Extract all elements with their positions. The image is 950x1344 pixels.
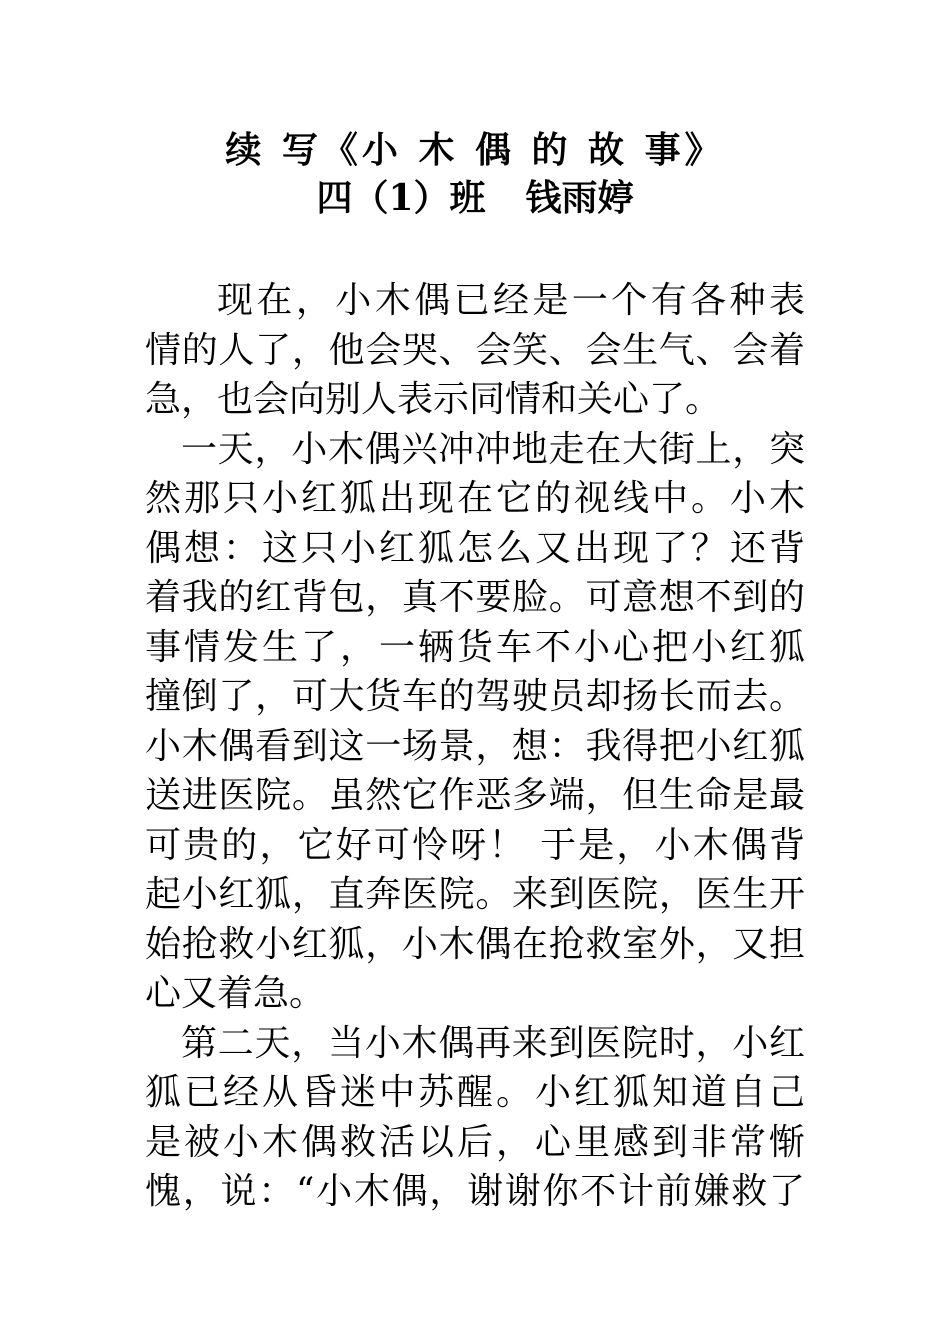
text-line: 然那只小红狐出现在它的视线中。小木 — [145, 478, 805, 519]
text-line: 愧，说：“小木偶，谢谢你不计前嫌救了 — [145, 1171, 805, 1212]
text-line: 偶想：这只小红狐怎么又出现了？还背 — [145, 527, 805, 569]
text-line: 是被小木偶救活以后，心里感到非常惭 — [145, 1121, 805, 1163]
text-line: 始抢救小红狐，小木偶在抢救室外，又担 — [145, 923, 805, 965]
text-line: 可贵的，它好可怜呀！ 于是，小木偶背 — [145, 824, 805, 866]
text-line: 小木偶看到这一场景，想：我得把小红狐 — [145, 725, 805, 767]
author-name: 钱雨婷 — [525, 177, 634, 219]
text-line: 着我的红背包，真不要脸。可意想不到的 — [145, 577, 805, 618]
text-line: 撞倒了，可大货车的驾驶员却扬长而去。 — [145, 676, 805, 717]
class-label: 四（1）班 — [316, 177, 486, 219]
text-line: 起小红狐，直奔医院。来到医院，医生开 — [145, 874, 805, 915]
text-line: 心又着急。 — [145, 973, 326, 1014]
text-line: 现在，小木偶已经是一个有各种表 — [217, 280, 805, 321]
document-title: 续 写《小 木 偶 的 故 事》 — [225, 129, 725, 171]
text-line: 送进医院。虽然它作恶多端，但生命是最 — [145, 775, 805, 816]
text-line: 事情发生了，一辆货车不小心把小红狐 — [145, 626, 805, 668]
text-line: 狐已经从昏迷中苏醒。小红狐知道自己 — [145, 1072, 805, 1113]
text-line: 急，也会向别人表示同情和关心了。 — [145, 379, 722, 420]
text-line: 第二天，当小木偶再来到医院时，小红 — [181, 1022, 805, 1064]
text-line: 情的人了，他会哭、会笑、会生气、会着 — [145, 329, 805, 371]
story-body — [145, 276, 805, 1217]
document-byline — [0, 176, 950, 220]
text-line: 一天，小木偶兴冲冲地走在大街上，突 — [181, 428, 805, 470]
